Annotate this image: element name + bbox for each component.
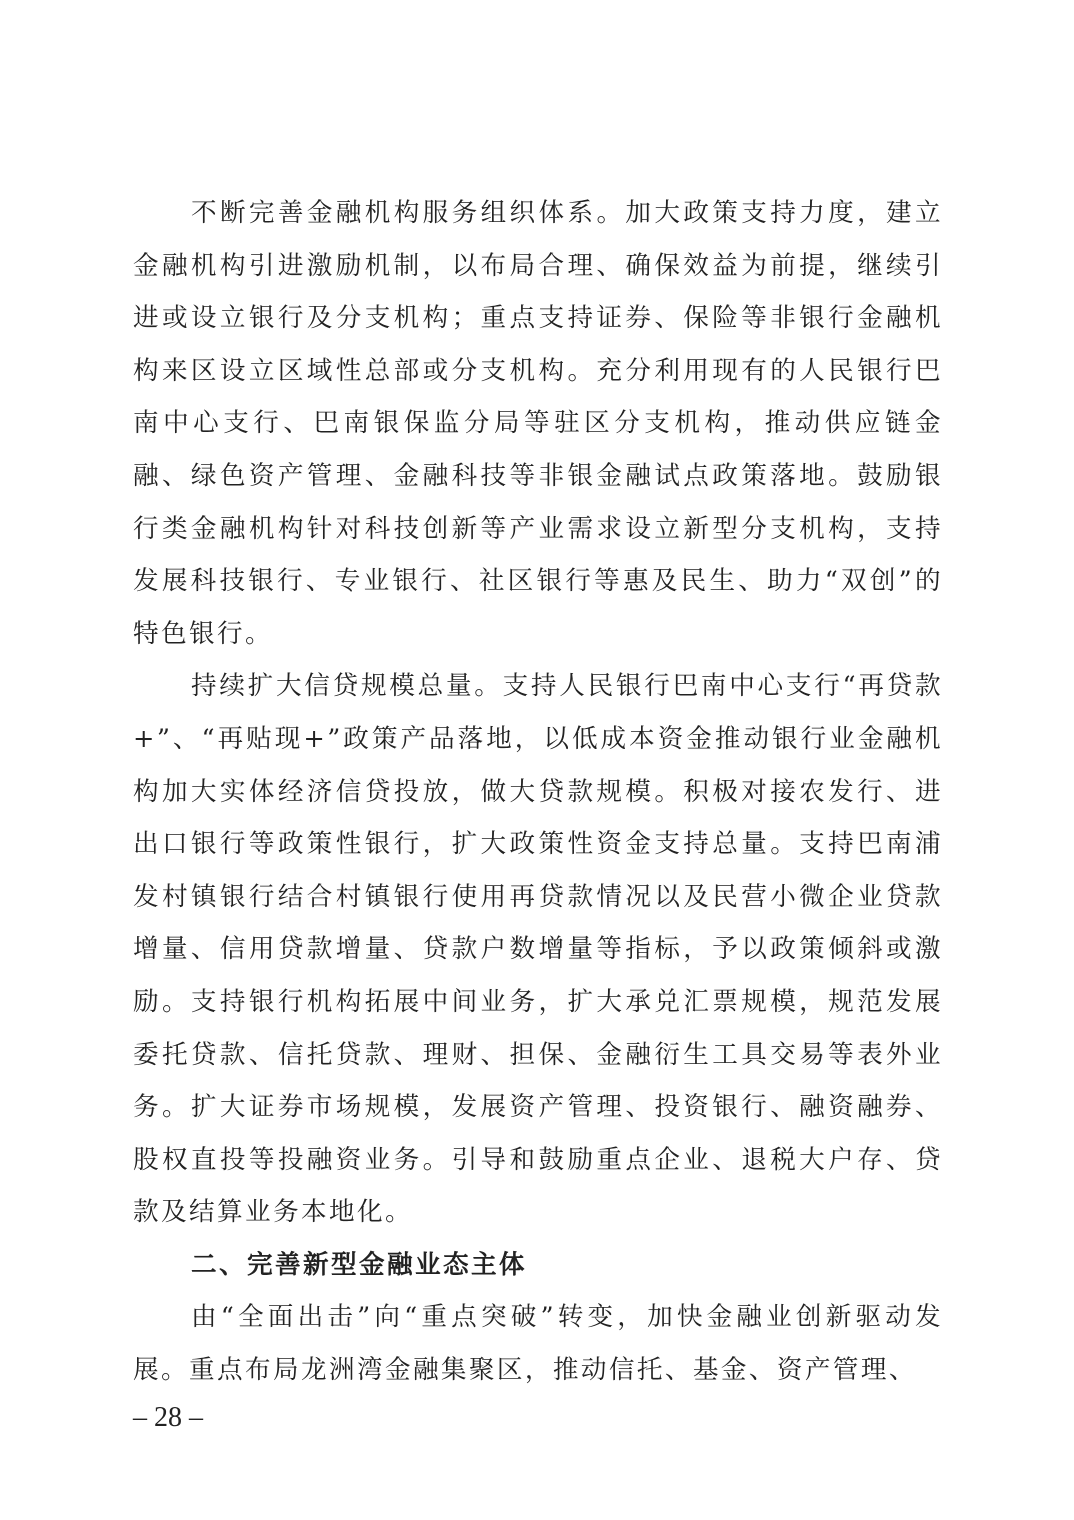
page-number: – 28 – [133, 1402, 203, 1433]
paragraph-credit-scale: 持续扩大信贷规模总量。支持人民银行巴南中心支行“再贷款+”、“再贴现+”政策产品落地，以低成本资金推动银行业金融机构加大实体经济信贷投放，做大贷款规模。积极对接农发行、进出口银行等政策性银行，扩大政策性资金支持总量。支持巴南浦发村镇银行结合村镇银行使用再贷款情况以及民营小微企业贷款增量、信用贷款增量、贷款户数增量等指标，予以政策倾斜或激励。支持银行机构拓展中间业务，扩大承兑汇票规模，规范发展委托贷款、信托贷款、理财、担保、金融衍生工具交易等表外业务。扩大证券市场规模，发展资产管理、投资银行、融资融券、股权直投等投融资业务。引导和鼓励重点企业、退税大户存、贷款及结算业务本地化。 [133, 671, 943, 1228]
section-heading: 二、完善新型金融业态主体 [191, 1249, 527, 1280]
paragraph-new-finance: 由“全面出击”向“重点突破”转变，加快金融业创新驱动发展。重点布局龙洲湾金融集聚区，推动信托、基金、资产管理、 [133, 1302, 943, 1386]
document-body [133, 187, 943, 1397]
paragraph-financial-institutions: 不断完善金融机构服务组织体系。加大政策支持力度，建立金融机构引进激励机制，以布局合理、确保效益为前提，继续引进或设立银行及分支机构；重点支持证券、保险等非银行金融机构来区设立区域性总部或分支机构。充分利用现有的人民银行巴南中心支行、巴南银保监分局等驻区分支机构，推动供应链金融、绿色资产管理、金融科技等非银金融试点政策落地。鼓励银行类金融机构针对科技创新等产业需求设立新型分支机构，支持发展科技银行、专业银行、社区银行等惠及民生、助力“双创”的特色银行。 [133, 198, 943, 649]
